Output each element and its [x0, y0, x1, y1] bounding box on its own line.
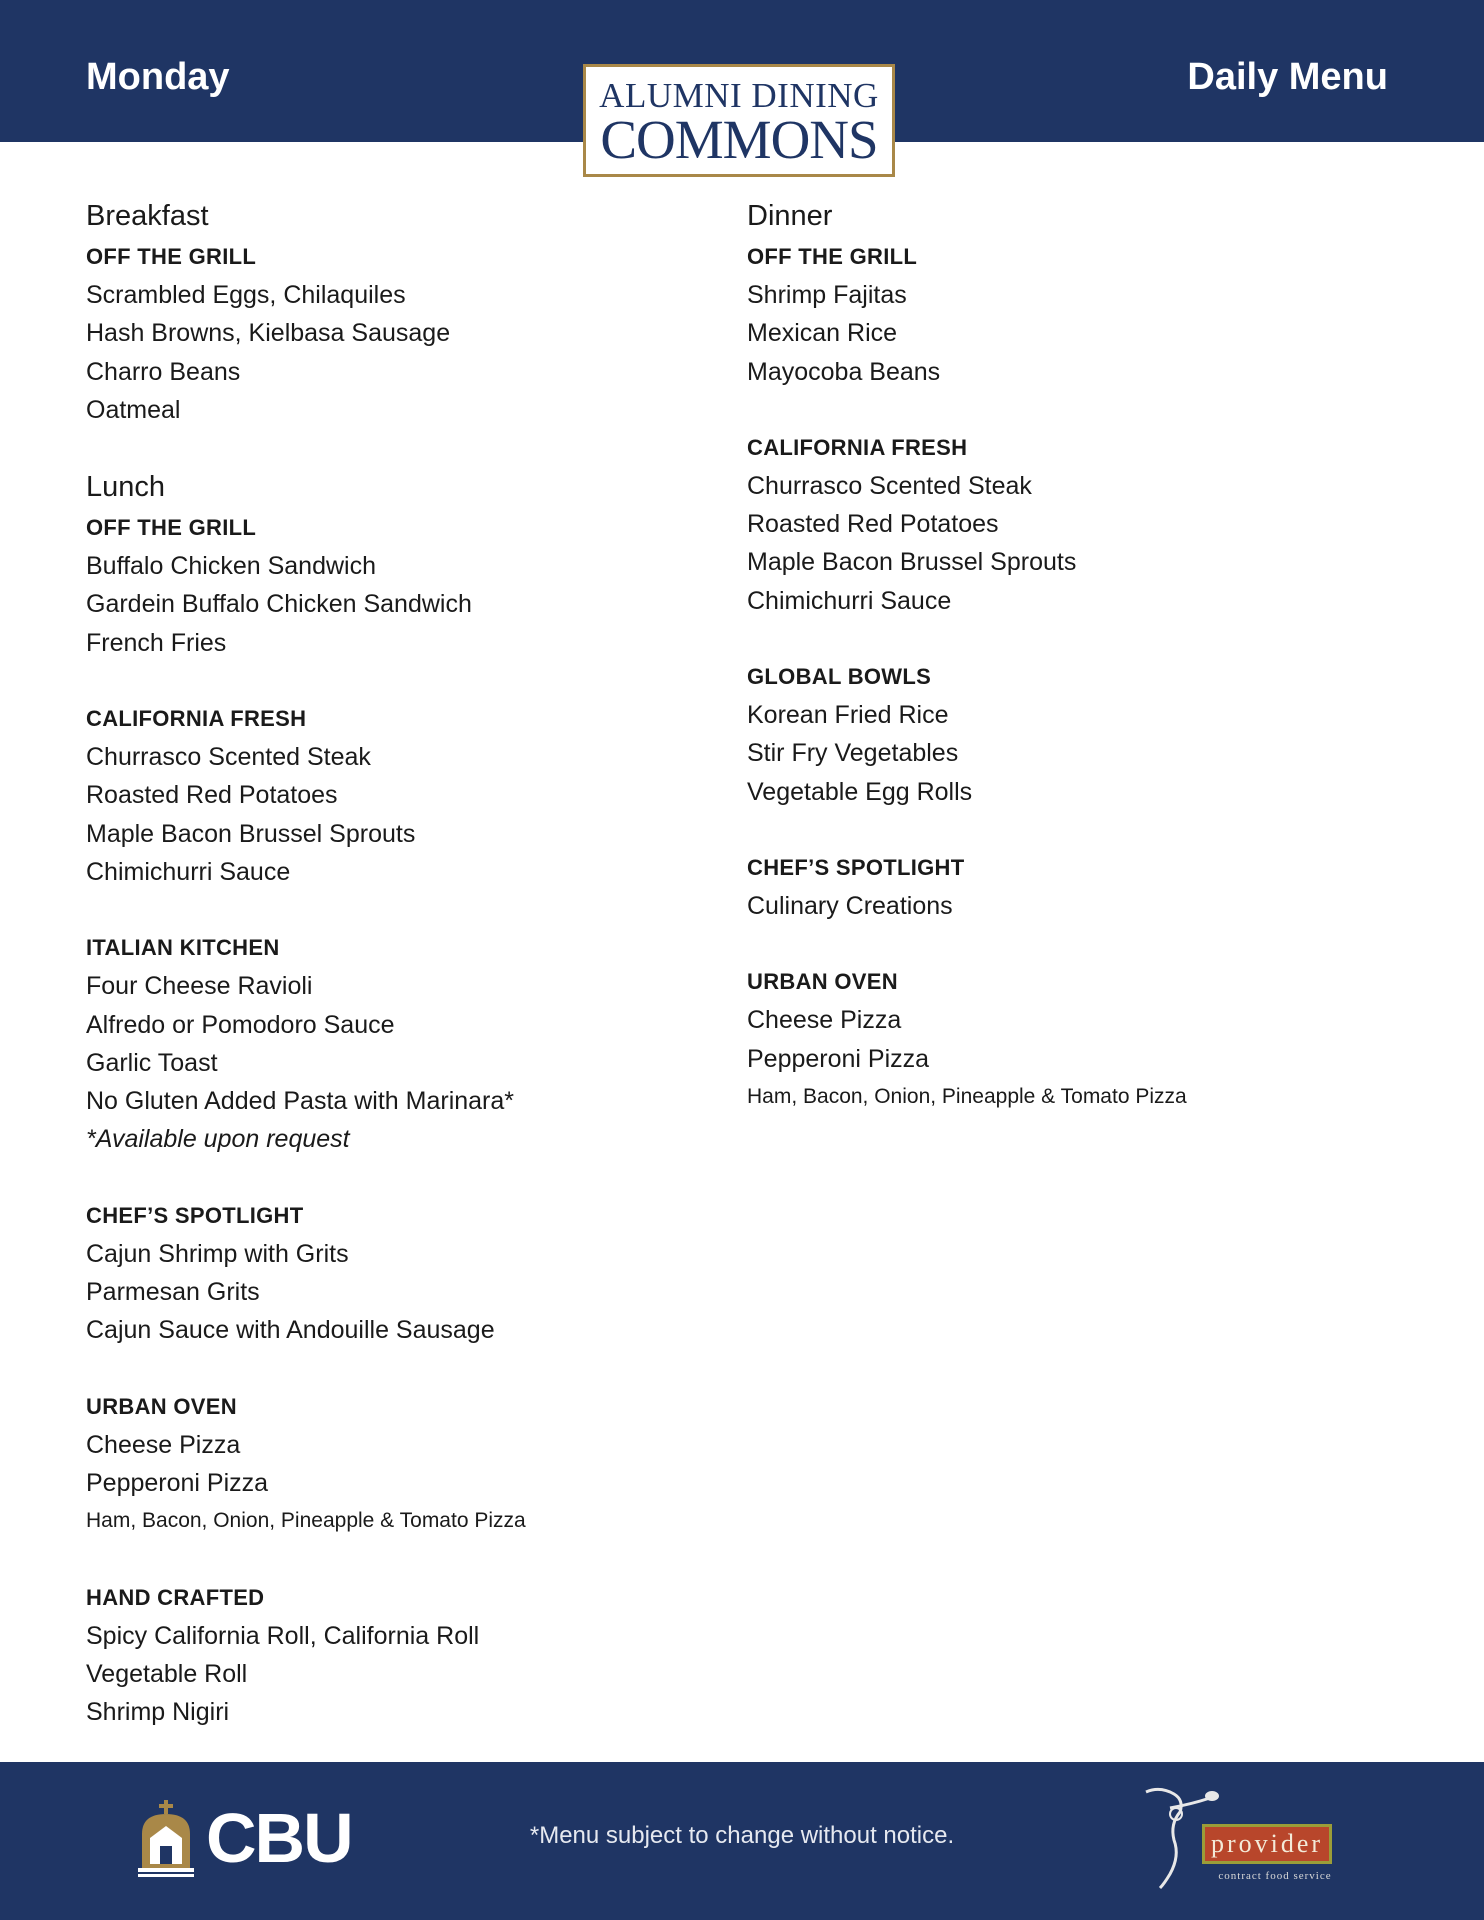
menu-item: Garlic Toast: [86, 1048, 218, 1077]
station-name: ITALIAN KITCHEN: [86, 935, 280, 961]
menu-item: Mayocoba Beans: [747, 357, 941, 386]
cbu-logo-text: CBU: [206, 1799, 352, 1877]
footer-bar: [0, 1762, 1484, 1920]
alumni-dining-commons-logo: [583, 64, 895, 177]
menu-disclaimer: *Menu subject to change without notice.: [529, 1822, 955, 1849]
menu-item: Maple Bacon Brussel Sprouts: [747, 548, 1077, 577]
menu-section: [747, 429, 1387, 620]
menu-item: French Fries: [86, 628, 227, 657]
menu-item: Shrimp Fajitas: [747, 281, 907, 309]
menu-section: [747, 849, 1387, 925]
provider-tagline: contract food service: [1218, 1870, 1332, 1882]
menu-section: [86, 1388, 686, 1541]
station-name: CALIFORNIA FRESH: [747, 434, 968, 460]
menu-item: Vegetable Egg Rolls: [747, 777, 973, 806]
menu-section: [86, 509, 686, 662]
station-name: CHEF’S SPOTLIGHT: [747, 854, 965, 880]
menu-item: Chimichurri Sauce: [86, 857, 291, 886]
menu-section: [86, 1579, 686, 1732]
station-name: OFF THE GRILL: [747, 244, 918, 269]
menu-item: Cheese Pizza: [86, 1430, 241, 1459]
station-name: GLOBAL BOWLS: [747, 664, 932, 690]
menu-item: Maple Bacon Brussel Sprouts: [86, 819, 416, 848]
menu-item: Chimichurri Sauce: [747, 586, 952, 615]
menu-item: Cajun Sauce with Andouille Sausage: [86, 1316, 495, 1345]
station-name: OFF THE GRILL: [86, 515, 257, 541]
menu-item: Culinary Creations: [747, 891, 953, 920]
provider-badge: provider: [1202, 1824, 1332, 1864]
menu-item: Hash Browns, Kielbasa Sausage: [86, 319, 451, 348]
menu-item: Alfredo or Pomodoro Sauce: [86, 1010, 395, 1039]
logo-line2: COMMONS: [600, 109, 878, 170]
menu-item: Four Cheese Ravioli: [86, 972, 313, 1001]
menu-item: Oatmeal: [86, 395, 181, 424]
menu-item: Parmesan Grits: [86, 1278, 260, 1307]
provider-logo: [1140, 1784, 1380, 1894]
menu-item: Stir Fry Vegetables: [747, 739, 959, 768]
meal-title-lunch: Lunch: [86, 471, 166, 504]
menu-item: Korean Fried Rice: [747, 701, 949, 730]
meal-title-dinner: Dinner: [747, 200, 833, 232]
station-name: URBAN OVEN: [747, 969, 898, 995]
menu-section: [86, 929, 686, 1158]
menu-item: No Gluten Added Pasta with Marinara*: [86, 1087, 515, 1116]
menu-section: [86, 238, 686, 429]
menu-item: Scrambled Eggs, Chilaquiles: [86, 281, 406, 309]
availability-note: *Available upon request: [86, 1125, 350, 1154]
menu-item: Cajun Shrimp with Grits: [86, 1239, 349, 1268]
menu-item: Vegetable Roll: [86, 1659, 248, 1688]
station-name: HAND CRAFTED: [86, 1584, 265, 1610]
menu-section: [86, 700, 686, 891]
menu-item: Buffalo Chicken Sandwich: [86, 552, 376, 581]
right-column: [747, 196, 1387, 1154]
station-name: OFF THE GRILL: [86, 244, 257, 269]
page-title: Daily Menu: [1187, 56, 1388, 98]
logo-line1: ALUMNI DINING: [599, 76, 879, 115]
menu-item: Roasted Red Potatoes: [747, 510, 999, 539]
day-label: Monday: [86, 56, 230, 98]
menu-item: Pepperoni Pizza: [86, 1468, 269, 1497]
dinner-block: [747, 196, 1387, 1116]
menu-section: [747, 963, 1387, 1116]
menu-item: Ham, Bacon, Onion, Pineapple & Tomato Pizza: [747, 1084, 1187, 1108]
menu-item: Roasted Red Potatoes: [86, 781, 338, 810]
menu-item: Gardein Buffalo Chicken Sandwich: [86, 590, 472, 619]
menu-item: Shrimp Nigiri: [86, 1698, 230, 1727]
menu-item: Mexican Rice: [747, 319, 898, 348]
left-column: [86, 196, 686, 1769]
menu-section: [86, 1197, 686, 1350]
menu-item: Ham, Bacon, Onion, Pineapple & Tomato Pizza: [86, 1509, 526, 1533]
menu-item: Churrasco Scented Steak: [747, 471, 1032, 500]
meal-title-breakfast: Breakfast: [86, 200, 209, 232]
station-name: CALIFORNIA FRESH: [86, 706, 307, 732]
station-name: URBAN OVEN: [86, 1393, 237, 1419]
menu-item: Charro Beans: [86, 357, 241, 386]
breakfast-block: [86, 196, 686, 429]
menu-section: [747, 238, 1387, 391]
menu-section: [747, 658, 1387, 811]
lunch-block: [86, 467, 686, 1731]
station-name: CHEF’S SPOTLIGHT: [86, 1202, 304, 1228]
menu-item: Churrasco Scented Steak: [86, 743, 371, 772]
menu-item: Spicy California Roll, California Roll: [86, 1621, 480, 1650]
menu-item: Cheese Pizza: [747, 1006, 902, 1035]
menu-item: Pepperoni Pizza: [747, 1044, 930, 1073]
